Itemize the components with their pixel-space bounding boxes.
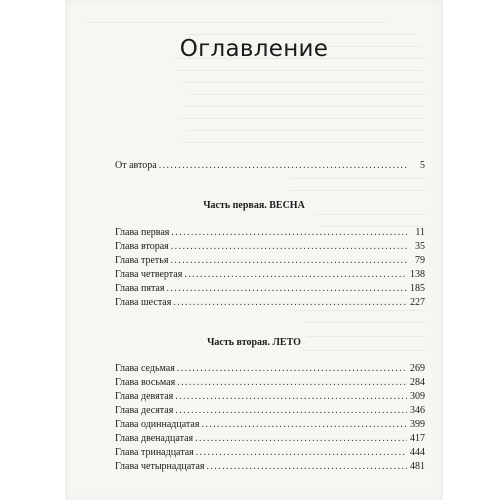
toc-entry-label: Глава одиннадцатая xyxy=(115,419,200,430)
show-through-line xyxy=(290,190,425,191)
page-title: Оглавление xyxy=(179,36,329,62)
toc-entry-page: 481 xyxy=(410,461,425,472)
show-through-line xyxy=(185,106,423,107)
dot-leader xyxy=(175,390,407,403)
show-through-line xyxy=(185,34,415,35)
toc-entry-page: 5 xyxy=(420,160,425,171)
toc-entry-chapter-3 xyxy=(115,254,425,267)
toc-entry-label: Глава пятая xyxy=(115,283,165,294)
book-page xyxy=(65,0,443,500)
toc-entry-label: Глава десятая xyxy=(115,405,174,416)
toc-entry-label: Глава двенадцатая xyxy=(115,433,194,444)
show-through-line xyxy=(180,118,423,119)
toc-entry-chapter-10 xyxy=(115,404,425,417)
dot-leader xyxy=(201,418,407,431)
toc-entry-page: 269 xyxy=(410,363,425,374)
toc-entry-page: 227 xyxy=(410,297,425,308)
toc-entry-chapter-8 xyxy=(115,376,425,389)
toc-entry-page: 138 xyxy=(410,269,425,280)
dot-leader xyxy=(177,376,407,389)
dot-leader xyxy=(170,254,407,267)
toc-entry-page: 444 xyxy=(410,447,425,458)
toc-entry-chapter-5 xyxy=(115,282,425,295)
show-through-line xyxy=(303,350,425,351)
toc-entry-label: Глава шестая xyxy=(115,297,172,308)
toc-entry-chapter-11 xyxy=(115,418,425,431)
dot-leader xyxy=(175,404,407,417)
show-through-line xyxy=(190,94,425,95)
dot-leader xyxy=(159,159,407,172)
dot-leader xyxy=(173,296,407,309)
toc-entry-page: 11 xyxy=(415,227,425,238)
part-title-2: Часть вторая. ЛЕТО xyxy=(207,337,301,348)
toc-entry-intro xyxy=(115,159,425,172)
dot-leader xyxy=(195,432,407,445)
dot-leader xyxy=(184,268,407,281)
toc-entry-chapter-12 xyxy=(115,432,425,445)
dot-leader xyxy=(171,226,407,239)
show-through-line xyxy=(305,322,425,323)
toc-entry-page: 185 xyxy=(410,283,425,294)
toc-entry-label: Глава первая xyxy=(115,227,170,238)
toc-entry-chapter-7 xyxy=(115,362,425,375)
toc-entry-chapter-13 xyxy=(115,446,425,459)
toc-entry-chapter-1 xyxy=(115,226,425,239)
toc-entry-label: Глава восьмая xyxy=(115,377,176,388)
toc-entry-chapter-9 xyxy=(115,390,425,403)
toc-entry-label: Глава вторая xyxy=(115,241,169,252)
show-through-line xyxy=(295,310,425,311)
toc-entry-page: 346 xyxy=(410,405,425,416)
part-title-1: Часть первая. ВЕСНА xyxy=(203,200,305,211)
toc-entry-label: Глава четырнадцатая xyxy=(115,461,205,472)
dot-leader xyxy=(206,460,407,473)
toc-entry-page: 309 xyxy=(410,391,425,402)
show-through-line xyxy=(85,22,385,23)
toc-entry-chapter-14 xyxy=(115,460,425,473)
toc-entry-chapter-6 xyxy=(115,296,425,309)
toc-entry-page: 417 xyxy=(410,433,425,444)
toc-entry-label: Глава тринадцатая xyxy=(115,447,194,458)
show-through-line xyxy=(183,142,423,143)
dot-leader xyxy=(177,362,407,375)
show-through-line xyxy=(183,82,423,83)
toc-entry-label: Глава седьмая xyxy=(115,363,175,374)
toc-entry-page: 35 xyxy=(415,241,425,252)
toc-entry-page: 399 xyxy=(410,419,425,430)
toc-entry-chapter-2 xyxy=(115,240,425,253)
toc-entry-label: Глава четвертая xyxy=(115,269,183,280)
show-through-line xyxy=(290,178,425,179)
toc-entry-page: 284 xyxy=(410,377,425,388)
toc-entry-page: 79 xyxy=(415,255,425,266)
toc-entry-label: Глава девятая xyxy=(115,391,174,402)
show-through-line xyxy=(315,214,425,215)
show-through-line xyxy=(177,70,422,71)
show-through-line xyxy=(187,130,423,131)
toc-entry-chapter-4 xyxy=(115,268,425,281)
dot-leader xyxy=(171,240,407,253)
toc-entry-label: Глава третья xyxy=(115,255,169,266)
dot-leader xyxy=(166,282,407,295)
dot-leader xyxy=(196,446,407,459)
toc-entry-label: От автора xyxy=(115,160,157,171)
